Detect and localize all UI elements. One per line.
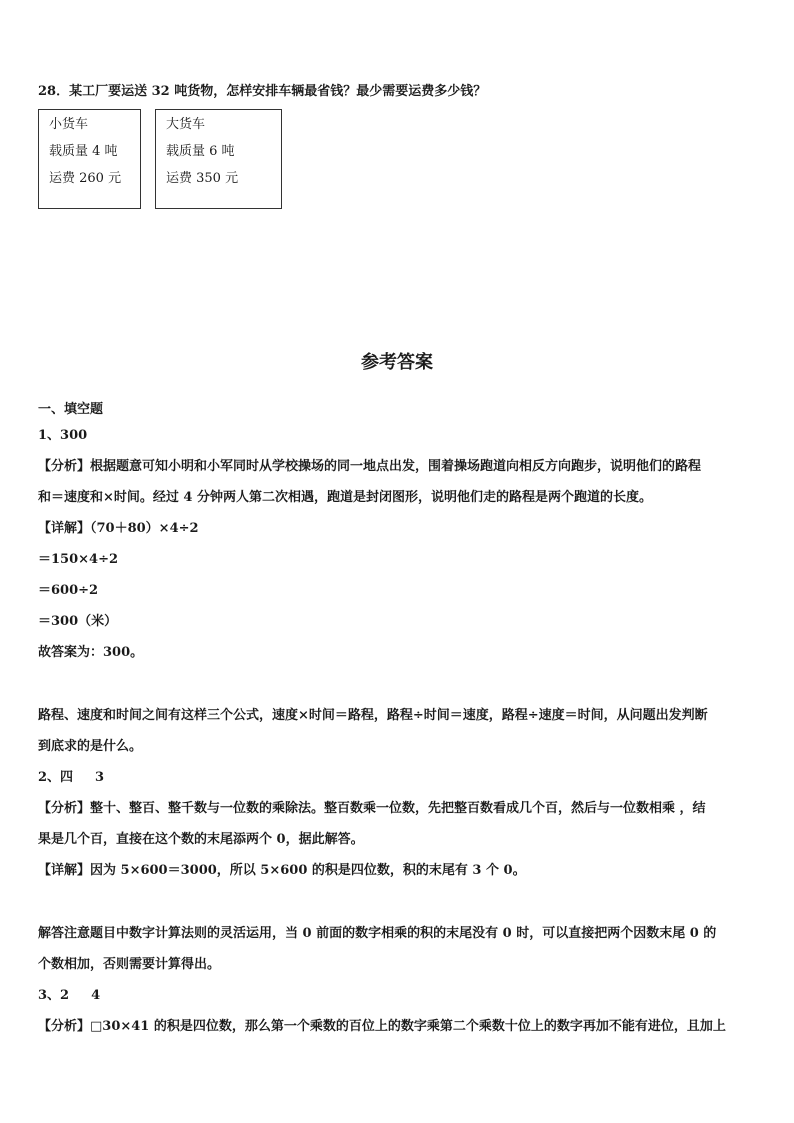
answer-2-label-b: 3 [95,770,105,785]
answer-2-label [38,770,104,786]
small-truck-name: 小货车 [49,117,89,132]
answer-2-label-a: 2、四 [38,770,74,785]
answer-3-analysis-line1: 【分析】□30×41 的积是四位数，那么第一个乘数的百位上的数字乘第二个乘数十位上的数字再加不能有进位，且加上 [38,1019,726,1034]
answer-1-analysis-line1: 【分析】根据题意可知小明和小军同时从学校操场的同一地点出发，围着操场跑道向相反方向跑步，说明他们的路程 [38,459,702,474]
answer-1-analysis-line2: 和＝速度和×时间。经过 4 分钟两人第二次相遇，跑道是封闭图形，说明他们走的路程是两个跑道的长度。 [38,490,652,505]
answer-3-label [38,988,100,1004]
answer-1-note-line2: 到底求的是什么。 [38,739,143,754]
answer-3-label-b: 4 [91,988,101,1003]
answer-1-step-3: ＝300（米） [38,614,118,629]
question-28-text: 28．某工厂要运送 32 吨货物，怎样安排车辆最省钱？最少需要运费多少钱？ [38,84,487,99]
small-truck-card [38,109,141,209]
large-truck-card [155,109,282,209]
answer-1-step-2: ＝600÷2 [38,583,99,598]
section-heading: 一、填空题 [38,402,104,417]
answer-3-label-a: 3、2 [38,988,70,1003]
answer-1-conclusion: 故答案为：300。 [38,645,144,660]
answer-2-analysis-line1: 【分析】整十、整百、整千数与一位数的乘除法。整百数乘一位数，先把整百数看成几个百，然后与一位数相乘 ，结 [38,801,706,816]
answer-2-detail: 【详解】因为 5×600＝3000，所以 5×600 的积是四位数，积的末尾有 3 个 0。 [38,863,526,878]
answer-2-note-line2: 个数相加，否则需要计算得出。 [38,957,221,972]
answer-2-note-line1: 解答注意题目中数字计算法则的灵活运用，当 0 前面的数字相乘的积的末尾没有 0 时，可以直接把两个因数末尾 0 的 [38,926,717,941]
answer-2-analysis-line2: 果是几个百，直接在这个数的末尾添两个 0，据此解答。 [38,832,364,847]
answer-1-note-line1: 路程、速度和时间之间有这样三个公式，速度×时间＝路程，路程÷时间＝速度，路程÷速度＝时间，从问题出发判断 [38,708,708,723]
small-truck-cost: 运费 260 元 [49,171,122,186]
answer-1-label: 1、300 [38,428,88,443]
answer-1-detail: 【详解】（70＋80）×4÷2 [38,521,199,536]
answer-1-step-1: ＝150×4÷2 [38,552,119,567]
large-truck-cost: 运费 350 元 [166,171,239,186]
large-truck-capacity: 载质量 6 吨 [166,144,235,159]
small-truck-capacity: 载质量 4 吨 [49,144,118,159]
large-truck-name: 大货车 [166,117,206,132]
answers-title: 参考答案 [361,352,433,373]
